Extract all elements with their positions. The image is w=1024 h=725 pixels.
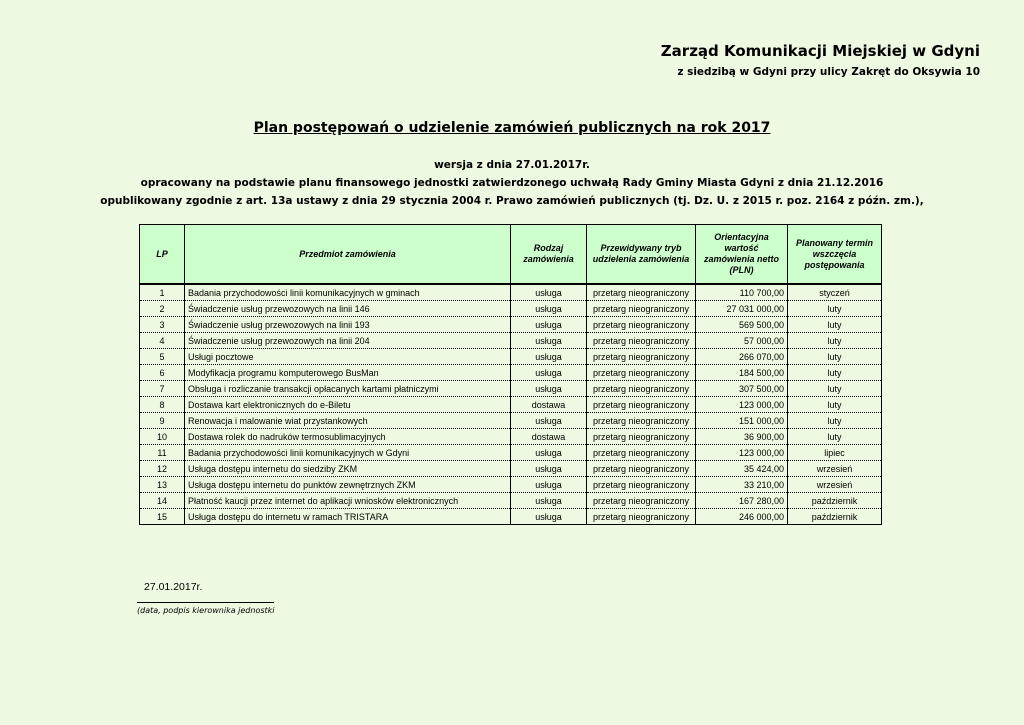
table-row	[140, 493, 882, 509]
table-row	[140, 477, 882, 493]
row-term: luty	[788, 365, 882, 381]
row-subject: Obsługa i rozliczanie transakcji opłacanych kartami płatniczymi	[185, 381, 511, 397]
row-subject: Badania przychodowości linii komunikacyjnych w gminach	[185, 284, 511, 301]
row-number: 9	[140, 413, 185, 429]
table-row	[140, 349, 882, 365]
procurement-plan-table	[139, 224, 882, 525]
published-line: opublikowany zgodnie z art. 13a ustawy z dnia 29 stycznia 2004 r. Prawo zamówień publicznych (tj. Dz. U. z 2015 r. poz. 2164 z późn. zm.),	[100, 195, 924, 207]
row-term: luty	[788, 413, 882, 429]
row-mode: przetarg nieograniczony	[587, 333, 696, 349]
table-row	[140, 509, 882, 525]
row-term: luty	[788, 349, 882, 365]
row-type: usługa	[511, 381, 587, 397]
row-type: usługa	[511, 349, 587, 365]
row-term: luty	[788, 317, 882, 333]
row-type: usługa	[511, 493, 587, 509]
row-number: 11	[140, 445, 185, 461]
table-row	[140, 284, 882, 301]
row-subject: Świadczenie usług przewozowych na linii 146	[185, 301, 511, 317]
table-row	[140, 381, 882, 397]
row-type: usługa	[511, 301, 587, 317]
row-type: usługa	[511, 509, 587, 525]
row-subject: Usługa dostępu internetu do punktów zewnętrznych ZKM	[185, 477, 511, 493]
row-value: 151 000,00	[696, 413, 788, 429]
row-subject: Usługa dostępu internetu do siedziby ZKM	[185, 461, 511, 477]
row-subject: Dostawa rolek do nadruków termosublimacyjnych	[185, 429, 511, 445]
row-mode: przetarg nieograniczony	[587, 301, 696, 317]
row-number: 13	[140, 477, 185, 493]
row-mode: przetarg nieograniczony	[587, 477, 696, 493]
signature-note: (data, podpis kierownika jednostki	[137, 606, 275, 615]
row-type: dostawa	[511, 397, 587, 413]
row-mode: przetarg nieograniczony	[587, 413, 696, 429]
row-subject: Usługa dostępu do internetu w ramach TRISTARA	[185, 509, 511, 525]
row-number: 12	[140, 461, 185, 477]
row-number: 4	[140, 333, 185, 349]
row-type: usługa	[511, 333, 587, 349]
row-mode: przetarg nieograniczony	[587, 365, 696, 381]
table-row	[140, 461, 882, 477]
table-row	[140, 397, 882, 413]
row-value: 57 000,00	[696, 333, 788, 349]
row-mode: przetarg nieograniczony	[587, 429, 696, 445]
row-number: 7	[140, 381, 185, 397]
row-value: 307 500,00	[696, 381, 788, 397]
row-term: wrzesień	[788, 461, 882, 477]
row-type: usługa	[511, 445, 587, 461]
row-number: 3	[140, 317, 185, 333]
table-row	[140, 429, 882, 445]
table-row	[140, 301, 882, 317]
row-value: 36 900,00	[696, 429, 788, 445]
row-type: usługa	[511, 477, 587, 493]
row-mode: przetarg nieograniczony	[587, 509, 696, 525]
row-value: 569 500,00	[696, 317, 788, 333]
row-type: usługa	[511, 284, 587, 301]
row-type: usługa	[511, 317, 587, 333]
row-type: usługa	[511, 461, 587, 477]
header-value: Orientacyjna wartość zamówienia netto (PLN)	[696, 225, 788, 285]
table-row	[140, 445, 882, 461]
table-row	[140, 317, 882, 333]
document-title: Plan postępowań o udzielenie zamówień publicznych na rok 2017	[253, 120, 771, 136]
row-term: luty	[788, 333, 882, 349]
row-number: 2	[140, 301, 185, 317]
row-number: 10	[140, 429, 185, 445]
row-subject: Modyfikacja programu komputerowego BusMan	[185, 365, 511, 381]
row-number: 8	[140, 397, 185, 413]
table-row	[140, 365, 882, 381]
version-line: wersja z dnia 27.01.2017r.	[434, 159, 590, 171]
row-mode: przetarg nieograniczony	[587, 284, 696, 301]
row-number: 15	[140, 509, 185, 525]
table-row	[140, 333, 882, 349]
row-type: usługa	[511, 365, 587, 381]
row-value: 246 000,00	[696, 509, 788, 525]
row-value: 27 031 000,00	[696, 301, 788, 317]
row-subject: Świadczenie usług przewozowych na linii 193	[185, 317, 511, 333]
row-mode: przetarg nieograniczony	[587, 461, 696, 477]
row-term: luty	[788, 381, 882, 397]
row-type: dostawa	[511, 429, 587, 445]
header-mode: Przewidywany tryb udzielenia zamówienia	[587, 225, 696, 285]
row-term: luty	[788, 429, 882, 445]
row-number: 1	[140, 284, 185, 301]
header-subject: Przedmiot zamówienia	[185, 225, 511, 285]
organization-name: Zarząd Komunikacji Miejskiej w Gdyni	[660, 42, 980, 60]
row-mode: przetarg nieograniczony	[587, 317, 696, 333]
row-term: październik	[788, 493, 882, 509]
row-value: 123 000,00	[696, 445, 788, 461]
row-subject: Badania przychodowości linii komunikacyjnych w Gdyni	[185, 445, 511, 461]
row-subject: Świadczenie usług przewozowych na linii 204	[185, 333, 511, 349]
table-row	[140, 413, 882, 429]
header-type: Rodzaj zamówienia	[511, 225, 587, 285]
row-mode: przetarg nieograniczony	[587, 445, 696, 461]
row-mode: przetarg nieograniczony	[587, 349, 696, 365]
row-number: 14	[140, 493, 185, 509]
row-subject: Dostawa kart elektronicznych do e-Biletu	[185, 397, 511, 413]
table-body	[140, 284, 882, 525]
row-term: październik	[788, 509, 882, 525]
row-type: usługa	[511, 413, 587, 429]
header-term: Planowany termin wszczęcia postępowania	[788, 225, 882, 285]
row-number: 5	[140, 349, 185, 365]
organization-address: z siedzibą w Gdyni przy ulicy Zakręt do Oksywia 10	[677, 66, 980, 78]
row-subject: Płatność kaucji przez internet do aplikacji wniosków elektronicznych	[185, 493, 511, 509]
row-value: 110 700,00	[696, 284, 788, 301]
row-number: 6	[140, 365, 185, 381]
row-mode: przetarg nieograniczony	[587, 493, 696, 509]
basis-line: opracowany na podstawie planu finansowego jednostki zatwierdzonego uchwałą Rady Gminy Miasta Gdyni z dnia 21.12.2016	[140, 177, 884, 189]
row-term: luty	[788, 301, 882, 317]
row-value: 33 210,00	[696, 477, 788, 493]
footer-date: 27.01.2017r.	[144, 581, 203, 593]
row-term: wrzesień	[788, 477, 882, 493]
row-term: styczeń	[788, 284, 882, 301]
row-term: luty	[788, 397, 882, 413]
header-lp: LP	[140, 225, 185, 285]
row-mode: przetarg nieograniczony	[587, 381, 696, 397]
row-value: 167 280,00	[696, 493, 788, 509]
row-value: 266 070,00	[696, 349, 788, 365]
row-value: 123 000,00	[696, 397, 788, 413]
row-mode: przetarg nieograniczony	[587, 397, 696, 413]
signature-line	[137, 602, 274, 603]
row-value: 184 500,00	[696, 365, 788, 381]
table-header-row	[140, 225, 882, 285]
row-value: 35 424,00	[696, 461, 788, 477]
row-subject: Renowacja i malowanie wiat przystankowych	[185, 413, 511, 429]
row-subject: Usługi pocztowe	[185, 349, 511, 365]
row-term: lipiec	[788, 445, 882, 461]
